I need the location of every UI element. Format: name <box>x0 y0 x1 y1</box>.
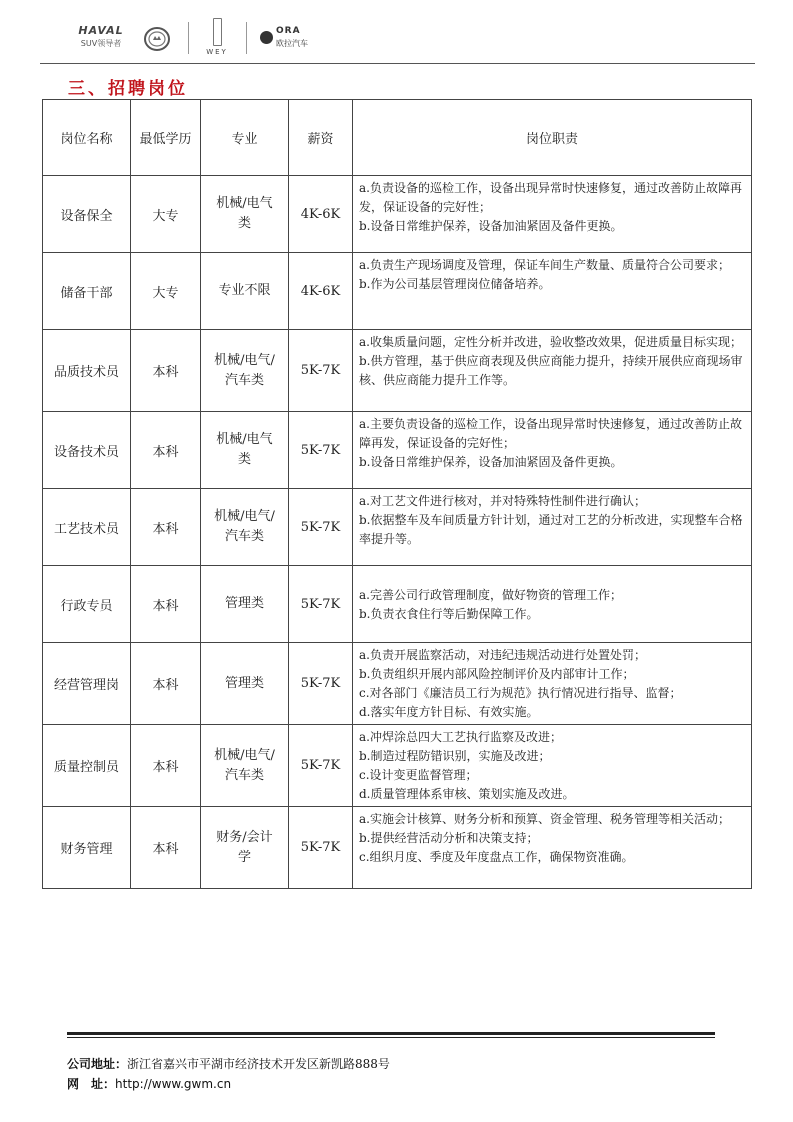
position-name: 质量控制员 <box>43 725 131 807</box>
haval-logo-sub: SUV领导者 <box>80 39 122 48</box>
table-row <box>43 176 752 253</box>
duty-item: a.主要负责设备的巡检工作，设备出现异常时快速修复，通过改善防止故障再发，保证设备的完好性； <box>359 417 742 450</box>
great-wall-logo-icon <box>144 26 170 52</box>
address-label: 公司地址： <box>67 1057 128 1071</box>
duties <box>353 176 752 253</box>
major <box>201 253 289 330</box>
header-duties: 岗位职责 <box>353 100 752 176</box>
major-text: 机械/电气/汽车类 <box>214 747 275 783</box>
position-name: 品质技术员 <box>43 330 131 412</box>
major <box>201 807 289 889</box>
major <box>201 412 289 489</box>
duties <box>353 330 752 412</box>
duty-item: b.作为公司基层管理岗位储备培养。 <box>359 277 551 291</box>
position-name: 设备技术员 <box>43 412 131 489</box>
header-rule <box>40 63 755 64</box>
major <box>201 176 289 253</box>
duty-item: a.负责设备的巡检工作，设备出现异常时快速修复，通过改善防止故障再发，保证设备的完好性； <box>359 181 742 214</box>
wey-logo-text: WEY <box>206 48 228 56</box>
position-name: 工艺技术员 <box>43 489 131 566</box>
table-row <box>43 489 752 566</box>
duty-item: b.依据整车及车间质量方针计划，通过对工艺的分析改进，实现整车合格率提升等。 <box>359 513 743 546</box>
duty-item: c.对各部门《廉洁员工行为规范》执行情况进行指导、监督； <box>359 686 682 700</box>
duty-item: d.落实年度方针目标、有效实施。 <box>359 705 539 719</box>
duty-item: b.供方管理，基于供应商表现及供应商能力提升，持续开展供应商现场审核、供应商能力提升工作等。 <box>359 354 743 387</box>
duties <box>353 253 752 330</box>
duties <box>353 566 752 643</box>
header-min-education: 最低学历 <box>131 100 201 176</box>
wey-logo <box>202 18 232 56</box>
duty-item: a.冲焊涂总四大工艺执行监察及改进； <box>359 730 562 744</box>
address-value: 浙江省嘉兴市平湖市经济技术开发区新凯路888号 <box>127 1057 390 1071</box>
major-text: 管理类 <box>224 596 264 611</box>
duty-item: a.实施会计核算、财务分析和预算、资金管理、税务管理等相关活动； <box>359 812 730 826</box>
min-education: 大专 <box>131 253 201 330</box>
footer-website <box>67 1075 231 1092</box>
salary: 4K-6K <box>289 253 353 330</box>
major-text: 机械/电气/汽车类 <box>214 509 275 544</box>
logo-divider <box>188 22 189 54</box>
duty-item: c.设计变更监督管理； <box>359 768 478 782</box>
position-name: 经营管理岗 <box>43 643 131 725</box>
duty-item: c.组织月度、季度及年度盘点工作，确保物资准确。 <box>359 850 634 864</box>
position-name: 财务管理 <box>43 807 131 889</box>
major-text: 机械/电气类 <box>216 196 273 231</box>
table-row <box>43 725 752 807</box>
duties <box>353 412 752 489</box>
table-row <box>43 566 752 643</box>
duty-item: a.负责开展监察活动，对违纪违规活动进行处置处罚； <box>359 648 646 662</box>
footer-address <box>67 1055 390 1072</box>
duty-item: b.负责组织开展内部风险控制评价及内部审计工作； <box>359 667 635 681</box>
job-table <box>42 99 752 889</box>
table-row <box>43 330 752 412</box>
wey-logo-mark-icon <box>213 18 222 46</box>
duties <box>353 725 752 807</box>
table-header-row <box>43 100 752 176</box>
header-logos <box>40 14 755 62</box>
duties <box>353 643 752 725</box>
table-row <box>43 412 752 489</box>
duty-item: b.设备日常维护保养，设备加油紧固及备件更换。 <box>359 219 623 233</box>
duty-item: b.负责衣食住行等后勤保障工作。 <box>359 606 539 621</box>
footer-rule-thick <box>67 1032 715 1035</box>
salary: 5K-7K <box>289 489 353 566</box>
salary: 5K-7K <box>289 807 353 889</box>
min-education: 本科 <box>131 489 201 566</box>
duty-item: a.负责生产现场调度及管理，保证车间生产数量、质量符合公司要求； <box>359 258 730 272</box>
min-education: 本科 <box>131 412 201 489</box>
salary: 5K-7K <box>289 412 353 489</box>
header-major: 专业 <box>201 100 289 176</box>
major <box>201 643 289 725</box>
duty-item: a.完善公司行政管理制度，做好物资的管理工作； <box>359 587 622 602</box>
duty-item: d.质量管理体系审核、策划实施及改进。 <box>359 787 575 801</box>
header-salary: 薪资 <box>289 100 353 176</box>
haval-logo <box>66 24 136 49</box>
salary: 5K-7K <box>289 566 353 643</box>
duty-item: a.收集质量问题，定性分析并改进，验收整改效果，促进质量目标实现； <box>359 335 742 349</box>
salary: 5K-7K <box>289 725 353 807</box>
major <box>201 330 289 412</box>
duties <box>353 489 752 566</box>
table-row <box>43 807 752 889</box>
major-text: 管理类 <box>224 675 264 691</box>
website-label: 网 址： <box>67 1077 116 1091</box>
min-education: 本科 <box>131 725 201 807</box>
min-education: 本科 <box>131 566 201 643</box>
haval-logo-text: HAVAL <box>78 24 124 37</box>
position-name: 行政专员 <box>43 566 131 643</box>
section-title: 三、招聘岗位 <box>68 79 188 99</box>
duties <box>353 807 752 889</box>
duty-item: a.对工艺文件进行核对，并对特殊特性制件进行确认； <box>359 494 646 508</box>
position-name: 储备干部 <box>43 253 131 330</box>
position-name: 设备保全 <box>43 176 131 253</box>
table-row <box>43 253 752 330</box>
min-education: 大专 <box>131 176 201 253</box>
duty-item: b.提供经营活动分析和决策支持； <box>359 831 539 845</box>
table-row <box>43 643 752 725</box>
major-text: 机械/电气类 <box>216 432 273 467</box>
major <box>201 489 289 566</box>
duty-item: b.制造过程防错识别，实施及改进； <box>359 749 551 763</box>
major <box>201 566 289 643</box>
major-text: 机械/电气/汽车类 <box>214 352 275 388</box>
min-education: 本科 <box>131 330 201 412</box>
major-text: 财务/会计学 <box>216 829 273 865</box>
ora-logo-text: ORA <box>276 26 301 36</box>
website-link[interactable]: http://www.gwm.cn <box>115 1077 232 1091</box>
salary: 5K-7K <box>289 330 353 412</box>
min-education: 本科 <box>131 643 201 725</box>
major <box>201 725 289 807</box>
major-text: 专业不限 <box>218 283 271 298</box>
duty-item: b.设备日常维护保养，设备加油紧固及备件更换。 <box>359 455 623 469</box>
header-position-name: 岗位名称 <box>43 100 131 176</box>
logo-divider <box>246 22 247 54</box>
ora-logo-cn: 欧拉汽车 <box>276 39 308 48</box>
salary: 4K-6K <box>289 176 353 253</box>
min-education: 本科 <box>131 807 201 889</box>
footer-rule-thin <box>67 1037 715 1038</box>
ora-logo-mark-icon <box>260 31 273 44</box>
salary: 5K-7K <box>289 643 353 725</box>
